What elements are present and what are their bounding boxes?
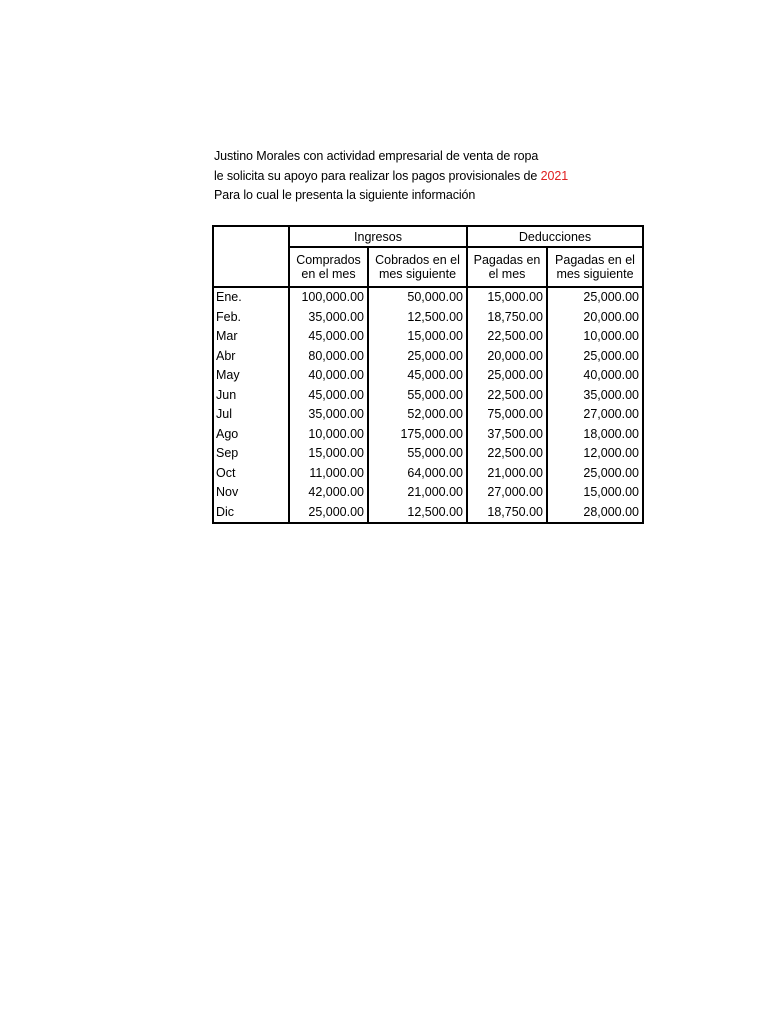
cobrados-cell: 15,000.00 (368, 327, 467, 347)
table-row (213, 503, 643, 524)
pagadas-siguiente-cell: 12,000.00 (547, 444, 643, 464)
cobrados-cell: 52,000.00 (368, 405, 467, 425)
month-cell: Ago (213, 425, 289, 445)
pagadas-cell: 37,500.00 (467, 425, 547, 445)
table-body (213, 287, 643, 523)
comprados-cell: 80,000.00 (289, 347, 368, 367)
cobrados-cell: 55,000.00 (368, 444, 467, 464)
intro-text (214, 147, 568, 206)
month-cell: May (213, 366, 289, 386)
pagadas-cell: 75,000.00 (467, 405, 547, 425)
pagadas-siguiente-cell: 27,000.00 (547, 405, 643, 425)
month-cell: Dic (213, 503, 289, 524)
highlighted-year: 2021 (540, 168, 569, 183)
cobrados-cell: 175,000.00 (368, 425, 467, 445)
payments-table (212, 225, 644, 524)
pagadas-cell: 21,000.00 (467, 464, 547, 484)
pagadas-cell: 20,000.00 (467, 347, 547, 367)
pagadas-cell: 25,000.00 (467, 366, 547, 386)
month-cell: Nov (213, 483, 289, 503)
cobrados-cell: 55,000.00 (368, 386, 467, 406)
pagadas-siguiente-cell: 28,000.00 (547, 503, 643, 524)
cobrados-cell: 50,000.00 (368, 287, 467, 308)
cobrados-cell: 64,000.00 (368, 464, 467, 484)
comprados-cell: 35,000.00 (289, 405, 368, 425)
cobrados-cell: 12,500.00 (368, 503, 467, 524)
pagadas-siguiente-cell: 25,000.00 (547, 347, 643, 367)
month-cell: Mar (213, 327, 289, 347)
table-row (213, 425, 643, 445)
table-row (213, 444, 643, 464)
table-row (213, 308, 643, 328)
month-cell: Sep (213, 444, 289, 464)
comprados-header: Comprados en el mes (289, 247, 368, 287)
table-row (213, 464, 643, 484)
table-row (213, 287, 643, 308)
table-row (213, 386, 643, 406)
group-header-row (213, 226, 643, 247)
pagadas-cell: 22,500.00 (467, 327, 547, 347)
month-cell: Abr (213, 347, 289, 367)
cobrados-cell: 12,500.00 (368, 308, 467, 328)
comprados-cell: 35,000.00 (289, 308, 368, 328)
deducciones-header: Deducciones (467, 226, 643, 247)
comprados-cell: 45,000.00 (289, 327, 368, 347)
ingresos-header: Ingresos (289, 226, 467, 247)
comprados-cell: 40,000.00 (289, 366, 368, 386)
intro-line-1: Justino Morales con actividad empresarial de venta de ropa (214, 149, 539, 163)
pagadas-siguiente-cell: 35,000.00 (547, 386, 643, 406)
pagadas-cell: 18,750.00 (467, 308, 547, 328)
table-row (213, 366, 643, 386)
table-row (213, 405, 643, 425)
month-cell: Jun (213, 386, 289, 406)
table-row (213, 483, 643, 503)
month-cell: Ene. (213, 287, 289, 308)
month-cell: Jul (213, 405, 289, 425)
pagadas-siguiente-cell: 20,000.00 (547, 308, 643, 328)
intro-line-2-text: le solicita su apoyo para realizar los pagos provisionales de (214, 168, 541, 183)
comprados-cell: 42,000.00 (289, 483, 368, 503)
pagadas-siguiente-cell: 40,000.00 (547, 366, 643, 386)
comprados-cell: 11,000.00 (289, 464, 368, 484)
intro-line-2 (214, 167, 568, 187)
cobrados-cell: 21,000.00 (368, 483, 467, 503)
month-cell: Feb. (213, 308, 289, 328)
comprados-cell: 15,000.00 (289, 444, 368, 464)
table-header (213, 226, 643, 287)
pagadas-cell: 15,000.00 (467, 287, 547, 308)
pagadas-siguiente-cell: 15,000.00 (547, 483, 643, 503)
comprados-cell: 25,000.00 (289, 503, 368, 524)
pagadas-cell: 22,500.00 (467, 444, 547, 464)
pagadas-cell: 18,750.00 (467, 503, 547, 524)
cobrados-cell: 45,000.00 (368, 366, 467, 386)
pagadas-header: Pagadas en el mes (467, 247, 547, 287)
pagadas-cell: 22,500.00 (467, 386, 547, 406)
cobrados-header: Cobrados en el mes siguiente (368, 247, 467, 287)
cobrados-cell: 25,000.00 (368, 347, 467, 367)
pagadas-cell: 27,000.00 (467, 483, 547, 503)
pagadas-siguiente-header: Pagadas en el mes siguiente (547, 247, 643, 287)
table-row (213, 327, 643, 347)
pagadas-siguiente-cell: 18,000.00 (547, 425, 643, 445)
month-header-cell (213, 226, 289, 287)
comprados-cell: 45,000.00 (289, 386, 368, 406)
pagadas-siguiente-cell: 10,000.00 (547, 327, 643, 347)
month-cell: Oct (213, 464, 289, 484)
pagadas-siguiente-cell: 25,000.00 (547, 287, 643, 308)
comprados-cell: 100,000.00 (289, 287, 368, 308)
pagadas-siguiente-cell: 25,000.00 (547, 464, 643, 484)
intro-line-3: Para lo cual le presenta la siguiente información (214, 188, 476, 202)
comprados-cell: 10,000.00 (289, 425, 368, 445)
table-row (213, 347, 643, 367)
